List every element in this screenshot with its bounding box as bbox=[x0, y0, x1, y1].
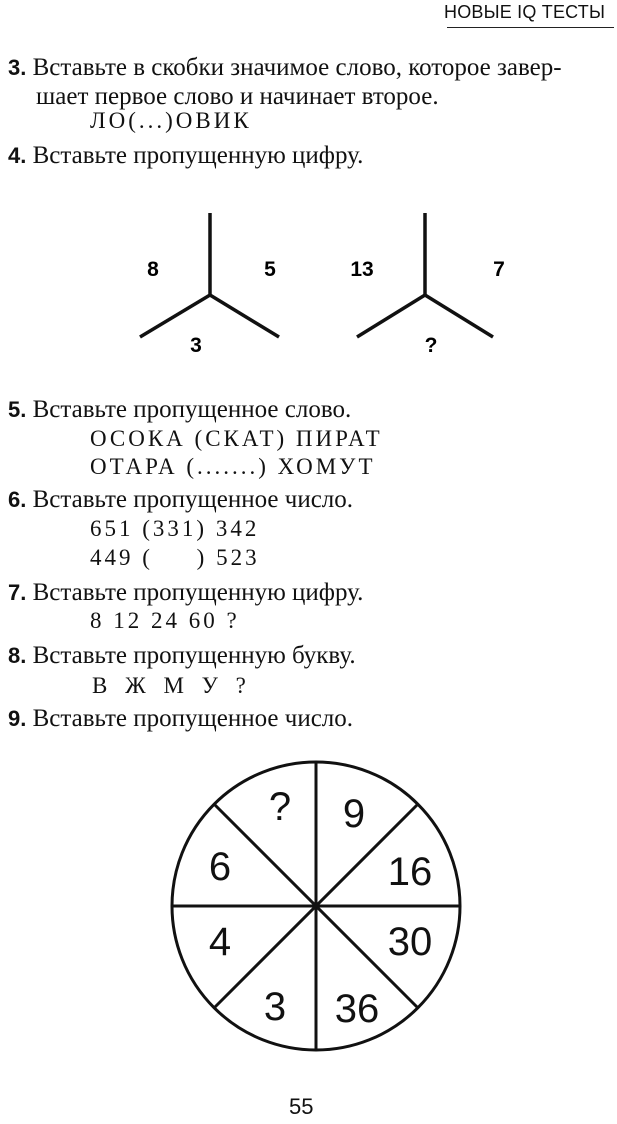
question-6-line-1: 651 (331) 342 bbox=[90, 516, 260, 541]
question-number: 7. bbox=[8, 580, 27, 605]
wheel-cell-7: 6 bbox=[208, 845, 232, 889]
question-5-line-2: ОТАРА (.......) ХОМУТ bbox=[90, 454, 376, 479]
question-3-text-continued: шает первое слово и начинает второе. bbox=[36, 83, 439, 110]
question-5-line-1: ОСОКА (СКАТ) ПИРАТ bbox=[90, 426, 383, 451]
wheel-cell-6: 4 bbox=[208, 920, 232, 964]
y-left-value-b: 5 bbox=[264, 258, 276, 281]
question-8 bbox=[8, 640, 356, 671]
question-text: Вставьте пропущенное число. bbox=[32, 705, 354, 732]
number-wheel bbox=[172, 762, 460, 1050]
wheel-cell-5: 3 bbox=[263, 985, 287, 1029]
question-text: Вставьте пропущенное слово. bbox=[32, 396, 352, 423]
question-6 bbox=[8, 484, 353, 515]
y-figure-left bbox=[140, 213, 279, 337]
question-text: Вставьте пропущенное число. bbox=[32, 486, 354, 513]
page-number: 55 bbox=[289, 1094, 314, 1119]
wheel-cell-2: 16 bbox=[387, 850, 433, 894]
running-header: НОВЫЕ IQ ТЕСТЫ bbox=[444, 2, 606, 22]
question-3-puzzle: ЛО(...)ОВИК bbox=[90, 108, 252, 133]
y-figure-right bbox=[357, 213, 493, 337]
wheel-cell-1: 9 bbox=[342, 792, 366, 836]
y-right-value-b: 7 bbox=[493, 258, 505, 281]
y-left-value-a: 8 bbox=[147, 258, 159, 281]
question-8-sequence: В Ж М У ? bbox=[92, 673, 252, 698]
wheel-cell-4: 36 bbox=[334, 987, 380, 1031]
question-7 bbox=[8, 577, 363, 608]
question-number: 6. bbox=[8, 487, 27, 512]
y-right-value-c: ? bbox=[424, 334, 438, 357]
question-5 bbox=[8, 394, 351, 425]
question-7-sequence: 8 12 24 60 ? bbox=[90, 608, 240, 633]
question-text: Вставьте пропущенную цифру. bbox=[32, 142, 364, 169]
question-number: 3. bbox=[8, 55, 27, 80]
question-6-line-2: 449 ( ) 523 bbox=[90, 545, 260, 570]
question-number: 9. bbox=[8, 706, 27, 731]
y-left-value-c: 3 bbox=[190, 334, 202, 357]
question-9 bbox=[8, 703, 353, 734]
question-text: Вставьте в скобки значимое слово, которое завер- bbox=[32, 54, 562, 81]
question-number: 4. bbox=[8, 143, 27, 168]
wheel-cell-3: 30 bbox=[387, 920, 433, 964]
question-number: 5. bbox=[8, 397, 27, 422]
wheel-cell-8: ? bbox=[268, 785, 292, 829]
question-number: 8. bbox=[8, 643, 27, 668]
question-text: Вставьте пропущенную цифру. bbox=[32, 579, 364, 606]
question-text: Вставьте пропущенную букву. bbox=[32, 642, 356, 669]
y-right-value-a: 13 bbox=[350, 258, 374, 281]
